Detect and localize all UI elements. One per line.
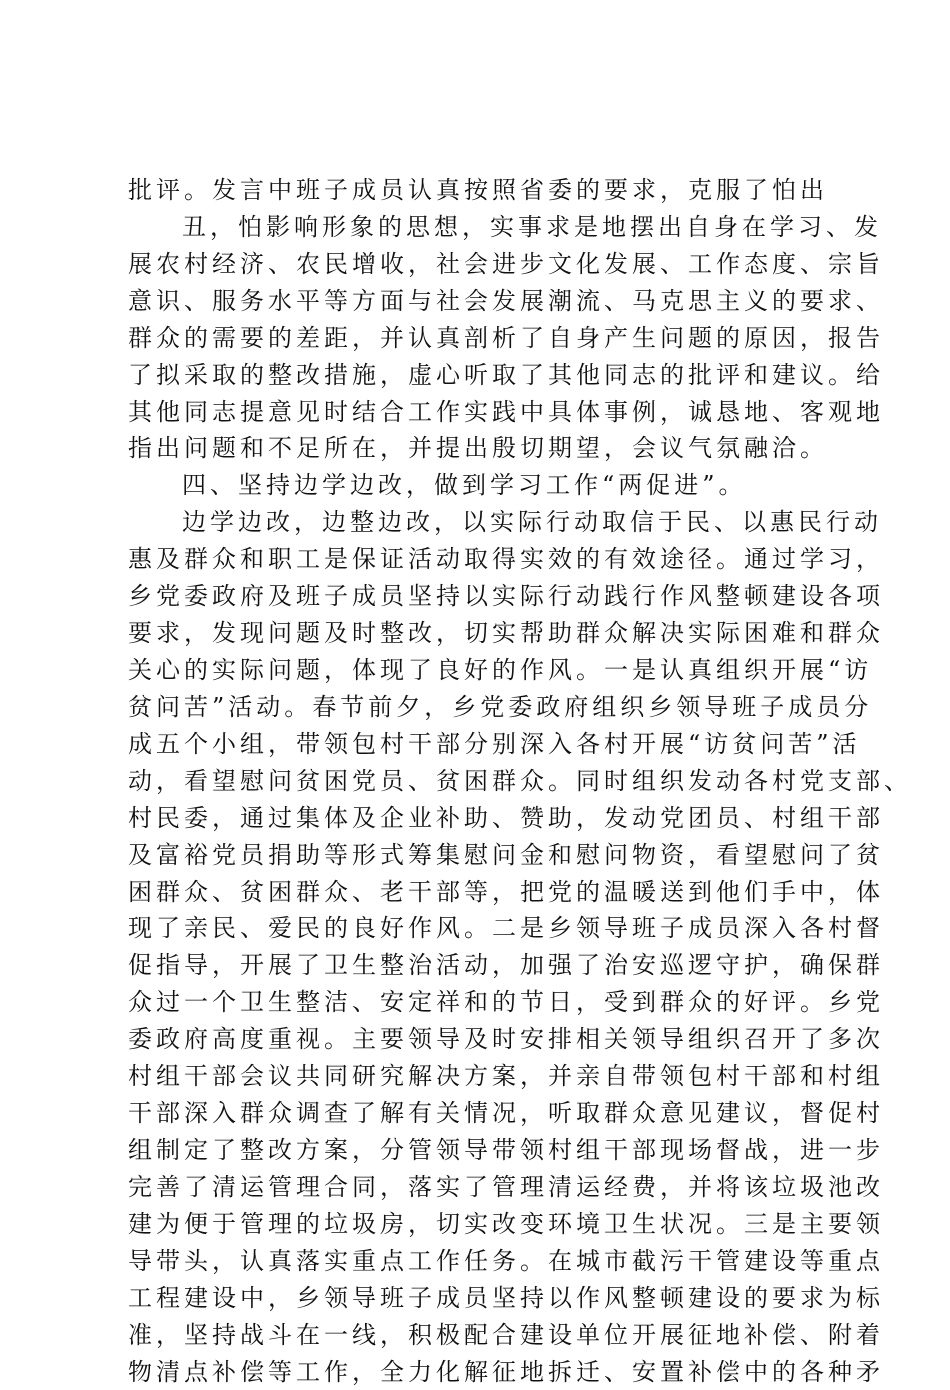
text-line: 导带头，认真落实重点工作任务。在城市截污干管建设等重点	[128, 1243, 856, 1280]
text-line: 村民委，通过集体及企业补助、赞助，发动党团员、村组干部	[128, 800, 856, 837]
text-line: 其他同志提意见时结合工作实践中具体事例，诚恳地、客观地	[128, 394, 856, 431]
text-line: 指出问题和不足所在，并提出殷切期望，会议气氛融洽。	[128, 430, 856, 467]
text-line: 组制定了整改方案，分管领导带领村组干部现场督战，进一步	[128, 1132, 856, 1169]
text-line: 惠及群众和职工是保证活动取得实效的有效途径。通过学习，	[128, 541, 856, 578]
text-line: 工程建设中，乡领导班子成员坚持以作风整顿建设的要求为标	[128, 1280, 856, 1317]
text-line: 关心的实际问题，体现了良好的作风。一是认真组织开展“访	[128, 652, 856, 689]
text-line: 及富裕党员捐助等形式筹集慰问金和慰问物资，看望慰问了贫	[128, 837, 856, 874]
text-line: 乡党委政府及班子成员坚持以实际行动践行作风整顿建设各项	[128, 578, 856, 615]
text-line: 群众的需要的差距，并认真剖析了自身产生问题的原因，报告	[128, 320, 856, 357]
text-line: 了拟采取的整改措施，虚心听取了其他同志的批评和建议。给	[128, 357, 856, 394]
text-line: 促指导，开展了卫生整治活动，加强了治安巡逻守护，确保群	[128, 947, 856, 984]
text-line: 边学边改，边整边改，以实际行动取信于民、以惠民行动	[128, 504, 856, 541]
text-line: 展农村经济、农民增收，社会进步文化发展、工作态度、宗旨	[128, 246, 856, 283]
text-line: 村组干部会议共同研究解决方案，并亲自带领包村干部和村组	[128, 1058, 856, 1095]
text-line: 意识、服务水平等方面与社会发展潮流、马克思主义的要求、	[128, 283, 856, 320]
text-line: 贫问苦”活动。春节前夕，乡党委政府组织乡领导班子成员分	[128, 689, 856, 726]
text-line: 完善了清运管理合同，落实了管理清运经费，并将该垃圾池改	[128, 1169, 856, 1206]
text-line: 要求，发现问题及时整改，切实帮助群众解决实际困难和群众	[128, 615, 856, 652]
text-line: 丑，怕影响形象的思想，实事求是地摆出自身在学习、发	[128, 209, 856, 246]
text-line: 委政府高度重视。主要领导及时安排相关领导组织召开了多次	[128, 1021, 856, 1058]
text-line: 准，坚持战斗在一线，积极配合建设单位开展征地补偿、附着	[128, 1317, 856, 1354]
text-line: 困群众、贫困群众、老干部等，把党的温暖送到他们手中，体	[128, 874, 856, 911]
body-text	[128, 172, 856, 1390]
text-line: 成五个小组，带领包村干部分别深入各村开展“访贫问苦”活	[128, 726, 856, 763]
text-line: 干部深入群众调查了解有关情况，听取群众意见建议，督促村	[128, 1095, 856, 1132]
section-heading: 四、坚持边学边改，做到学习工作“两促进”。	[128, 467, 856, 504]
text-line: 批评。发言中班子成员认真按照省委的要求，克服了怕出	[128, 172, 856, 209]
text-line: 物清点补偿等工作，全力化解征地拆迁、安置补偿中的各种矛	[128, 1354, 856, 1390]
text-line: 动，看望慰问贫困党员、贫困群众。同时组织发动各村党支部、	[128, 763, 856, 800]
text-line: 现了亲民、爱民的良好作风。二是乡领导班子成员深入各村督	[128, 910, 856, 947]
text-line: 众过一个卫生整洁、安定祥和的节日，受到群众的好评。乡党	[128, 984, 856, 1021]
text-line: 建为便于管理的垃圾房，切实改变环境卫生状况。三是主要领	[128, 1206, 856, 1243]
